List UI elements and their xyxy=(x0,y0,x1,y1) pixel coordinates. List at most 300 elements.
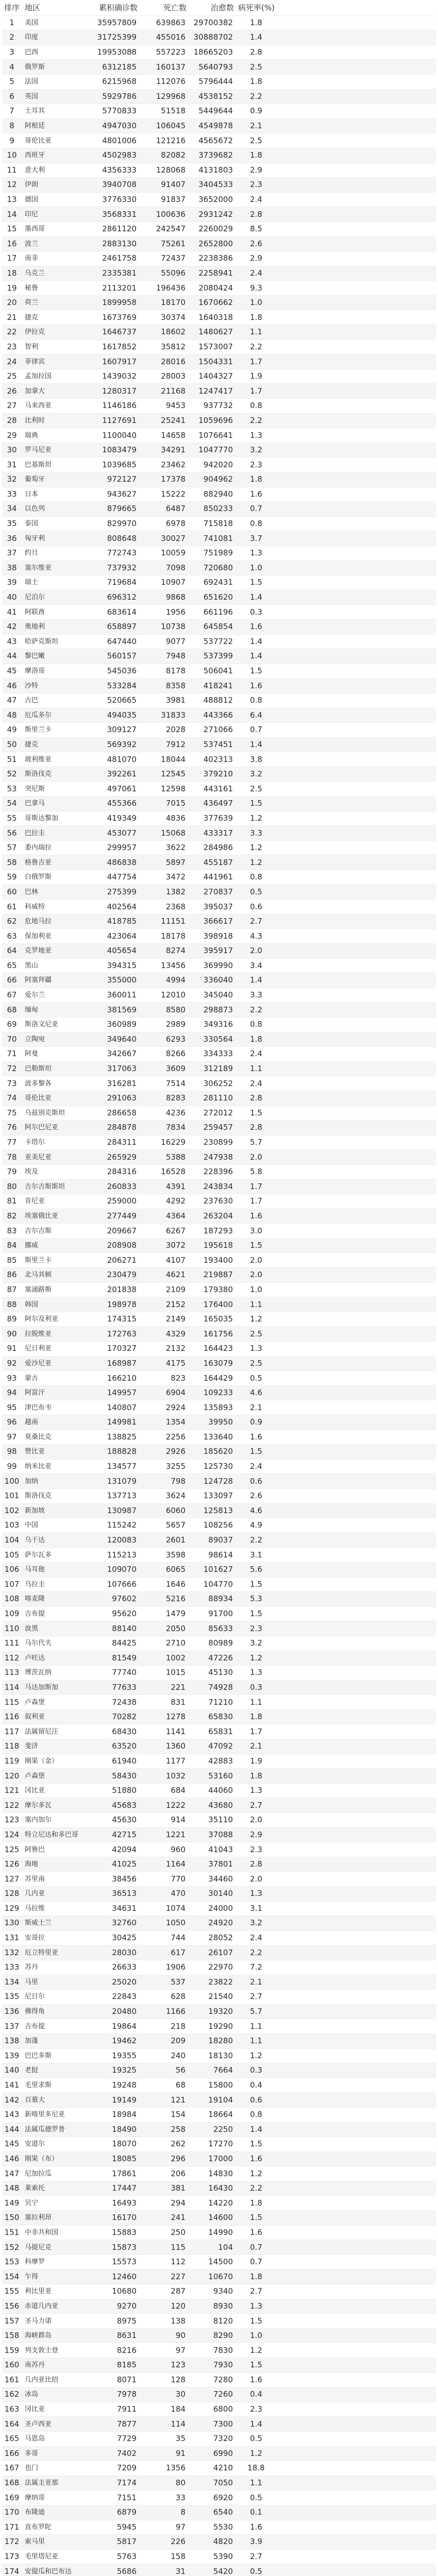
table-row xyxy=(2,2196,436,2211)
table-row xyxy=(2,1047,436,1062)
table-row xyxy=(2,840,436,855)
row-region: 哈萨克斯坦 xyxy=(23,634,91,649)
table-row xyxy=(2,1916,436,1931)
row-region: 西班牙 xyxy=(23,148,91,163)
row-rank: 133 xyxy=(2,1960,23,1975)
row-cases: 7911 xyxy=(91,2402,140,2417)
row-cases: 149981 xyxy=(91,1415,140,1430)
table-row xyxy=(2,2520,436,2535)
row-cases: 81549 xyxy=(91,1651,140,1666)
row-region: 巴拿马 xyxy=(23,796,91,811)
row-region: 毛里求斯 xyxy=(23,2078,91,2093)
table-row xyxy=(2,1209,436,1224)
row-fatality-rate: 1.1 xyxy=(236,325,276,340)
row-spacer xyxy=(276,2063,436,2078)
table-row xyxy=(2,502,436,517)
row-region: 美国 xyxy=(23,15,91,30)
row-deaths: 470 xyxy=(140,1887,189,1902)
row-rank: 171 xyxy=(2,2520,23,2535)
row-fatality-rate: 7.2 xyxy=(236,1960,276,1975)
row-region: 法属瓜德罗普 xyxy=(23,2122,91,2137)
row-fatality-rate: 2.7 xyxy=(236,2549,276,2564)
table-row xyxy=(2,1769,436,1784)
row-spacer xyxy=(276,1106,436,1121)
row-cases: 381569 xyxy=(91,1003,140,1018)
row-rank: 43 xyxy=(2,634,23,649)
row-rank: 34 xyxy=(2,502,23,517)
table-row xyxy=(2,1990,436,2005)
row-recovered: 133640 xyxy=(189,1430,236,1445)
row-rank: 139 xyxy=(2,2048,23,2063)
row-recovered: 39950 xyxy=(189,1415,236,1430)
row-fatality-rate: 1.3 xyxy=(236,1887,276,1902)
row-fatality-rate: 4.3 xyxy=(236,929,276,944)
row-fatality-rate: 0.7 xyxy=(236,723,276,738)
row-recovered: 270837 xyxy=(189,885,236,900)
row-region: 吉布提 xyxy=(23,1606,91,1621)
table-row xyxy=(2,1017,436,1032)
row-deaths: 557223 xyxy=(140,45,189,60)
row-rank: 66 xyxy=(2,973,23,988)
row-fatality-rate: 3.7 xyxy=(236,531,276,546)
row-deaths: 17378 xyxy=(140,472,189,487)
row-spacer xyxy=(276,2137,436,2152)
table-row xyxy=(2,679,436,693)
row-fatality-rate: 3.1 xyxy=(236,1901,276,1916)
row-cases: 647440 xyxy=(91,634,140,649)
row-fatality-rate: 0.3 xyxy=(236,605,276,620)
row-spacer xyxy=(276,2284,436,2299)
row-recovered: 47092 xyxy=(189,1739,236,1754)
row-deaths: 6267 xyxy=(140,1224,189,1239)
row-rank: 53 xyxy=(2,782,23,796)
row-cases: 209667 xyxy=(91,1224,140,1239)
row-recovered: 237630 xyxy=(189,1194,236,1209)
row-spacer xyxy=(276,2490,436,2505)
row-region: 约旦 xyxy=(23,546,91,561)
row-deaths: 68 xyxy=(140,2078,189,2093)
row-cases: 560157 xyxy=(91,649,140,664)
table-row xyxy=(2,2137,436,2152)
row-spacer xyxy=(276,2402,436,2417)
row-spacer xyxy=(276,1459,436,1474)
row-fatality-rate: 1.9 xyxy=(236,369,276,384)
row-region: 以色列 xyxy=(23,502,91,517)
row-deaths: 2028 xyxy=(140,723,189,738)
header-spacer xyxy=(276,1,436,15)
row-cases: 70282 xyxy=(91,1709,140,1724)
row-cases: 97602 xyxy=(91,1592,140,1607)
row-rank: 124 xyxy=(2,1827,23,1842)
row-deaths: 2256 xyxy=(140,1430,189,1445)
row-deaths: 294 xyxy=(140,2196,189,2211)
row-recovered: 1573007 xyxy=(189,340,236,354)
row-region: 匈牙利 xyxy=(23,531,91,546)
header-region: 地区 xyxy=(23,1,91,15)
row-fatality-rate: 2.0 xyxy=(236,1872,276,1887)
row-region: 葡萄牙 xyxy=(23,472,91,487)
row-cases: 170327 xyxy=(91,1342,140,1357)
row-deaths: 1906 xyxy=(140,1960,189,1975)
row-spacer xyxy=(276,944,436,959)
row-region: 黎巴嫩 xyxy=(23,649,91,664)
row-spacer xyxy=(276,796,436,811)
row-cases: 4502983 xyxy=(91,148,140,163)
row-recovered: 17000 xyxy=(189,2151,236,2166)
row-deaths: 13456 xyxy=(140,958,189,973)
row-recovered: 537451 xyxy=(189,737,236,752)
row-region: 马尔代夫 xyxy=(23,1636,91,1651)
row-fatality-rate: 2.3 xyxy=(236,1842,276,1857)
table-row xyxy=(2,1577,436,1592)
row-recovered: 377639 xyxy=(189,811,236,826)
row-fatality-rate: 0.8 xyxy=(236,1017,276,1032)
row-cases: 230479 xyxy=(91,1268,140,1283)
row-rank: 147 xyxy=(2,2166,23,2181)
row-recovered: 41043 xyxy=(189,1842,236,1857)
row-rank: 174 xyxy=(2,2564,23,2576)
row-recovered: 7260 xyxy=(189,2387,236,2402)
row-rank: 168 xyxy=(2,2476,23,2490)
row-region: 科摩罗 xyxy=(23,2255,91,2269)
row-region: 加纳 xyxy=(23,1474,91,1489)
row-deaths: 221 xyxy=(140,1680,189,1695)
row-cases: 2113201 xyxy=(91,281,140,296)
table-row xyxy=(2,561,436,575)
row-region: 越南 xyxy=(23,1415,91,1430)
row-rank: 140 xyxy=(2,2063,23,2078)
row-recovered: 1670662 xyxy=(189,295,236,310)
row-spacer xyxy=(276,649,436,664)
row-spacer xyxy=(276,1636,436,1651)
row-deaths: 30374 xyxy=(140,310,189,325)
row-rank: 67 xyxy=(2,988,23,1003)
row-recovered: 441961 xyxy=(189,870,236,885)
row-recovered: 65831 xyxy=(189,1724,236,1739)
row-region: 瑞典 xyxy=(23,428,91,443)
header-rank: 排序 xyxy=(2,1,23,15)
table-row xyxy=(2,2122,436,2137)
table-row xyxy=(2,1150,436,1165)
row-deaths: 206 xyxy=(140,2166,189,2181)
row-spacer xyxy=(276,1327,436,1342)
row-recovered: 284986 xyxy=(189,840,236,855)
row-deaths: 196436 xyxy=(140,281,189,296)
row-recovered: 187293 xyxy=(189,1224,236,1239)
row-fatality-rate: 0.5 xyxy=(236,2564,276,2576)
table-row xyxy=(2,192,436,207)
row-region: 吉尔吉斯斯坦 xyxy=(23,1179,91,1194)
row-deaths: 1015 xyxy=(140,1666,189,1681)
row-fatality-rate: 2.4 xyxy=(236,266,276,281)
table-row xyxy=(2,929,436,944)
row-fatality-rate: 1.2 xyxy=(236,1312,276,1327)
table-row xyxy=(2,178,436,193)
row-fatality-rate: 3.8 xyxy=(236,752,276,767)
row-spacer xyxy=(276,2314,436,2329)
row-recovered: 398918 xyxy=(189,929,236,944)
row-rank: 92 xyxy=(2,1356,23,1371)
table-row xyxy=(2,1135,436,1150)
row-spacer xyxy=(276,1194,436,1209)
row-region: 肯尼亚 xyxy=(23,1194,91,1209)
row-spacer xyxy=(276,1445,436,1460)
row-cases: 45630 xyxy=(91,1813,140,1828)
row-recovered: 18665203 xyxy=(189,45,236,60)
row-region: 捷克 xyxy=(23,737,91,752)
row-spacer xyxy=(276,900,436,914)
row-recovered: 715818 xyxy=(189,516,236,531)
row-cases: 1127691 xyxy=(91,413,140,428)
row-recovered: 433317 xyxy=(189,826,236,841)
table-row xyxy=(2,1238,436,1253)
row-recovered: 259457 xyxy=(189,1121,236,1136)
table-row xyxy=(2,1621,436,1636)
row-spacer xyxy=(276,1592,436,1607)
row-recovered: 1504331 xyxy=(189,354,236,369)
row-fatality-rate: 1.8 xyxy=(236,2196,276,2211)
row-cases: 1899958 xyxy=(91,295,140,310)
row-deaths: 10907 xyxy=(140,575,189,590)
row-cases: 134577 xyxy=(91,1459,140,1474)
row-fatality-rate: 2.2 xyxy=(236,413,276,428)
row-deaths: 258 xyxy=(140,2122,189,2137)
row-recovered: 42883 xyxy=(189,1754,236,1769)
row-cases: 486838 xyxy=(91,855,140,870)
row-cases: 22843 xyxy=(91,1990,140,2005)
row-recovered: 243834 xyxy=(189,1179,236,1194)
row-cases: 19864 xyxy=(91,2019,140,2034)
row-cases: 299957 xyxy=(91,840,140,855)
row-spacer xyxy=(276,399,436,414)
row-recovered: 19290 xyxy=(189,2019,236,2034)
row-rank: 41 xyxy=(2,605,23,620)
table-row xyxy=(2,619,436,634)
row-recovered: 942020 xyxy=(189,457,236,472)
row-rank: 61 xyxy=(2,900,23,914)
row-fatality-rate: 2.8 xyxy=(236,207,276,222)
row-spacer xyxy=(276,60,436,75)
row-recovered: 395037 xyxy=(189,900,236,914)
row-recovered: 2080424 xyxy=(189,281,236,296)
row-fatality-rate: 1.5 xyxy=(236,2211,276,2226)
row-deaths: 2710 xyxy=(140,1636,189,1651)
row-spacer xyxy=(276,325,436,340)
row-cases: 1607917 xyxy=(91,354,140,369)
row-fatality-rate: 1.5 xyxy=(236,1445,276,1460)
table-row xyxy=(2,1179,436,1194)
row-spacer xyxy=(276,590,436,605)
row-rank: 94 xyxy=(2,1385,23,1400)
row-recovered: 5449644 xyxy=(189,104,236,119)
row-region: 萨尔瓦多 xyxy=(23,1548,91,1563)
row-recovered: 17270 xyxy=(189,2137,236,2152)
row-cases: 1439032 xyxy=(91,369,140,384)
row-rank: 164 xyxy=(2,2417,23,2432)
row-recovered: 720680 xyxy=(189,561,236,575)
row-deaths: 6293 xyxy=(140,1032,189,1047)
row-fatality-rate: 0.9 xyxy=(236,1415,276,1430)
row-deaths: 128 xyxy=(140,2372,189,2387)
row-recovered: 2260029 xyxy=(189,222,236,236)
row-fatality-rate: 1.2 xyxy=(236,2343,276,2358)
row-fatality-rate: 0.3 xyxy=(236,1680,276,1695)
row-region: 卢森堡 xyxy=(23,1769,91,1784)
row-spacer xyxy=(276,1666,436,1681)
row-rank: 142 xyxy=(2,2093,23,2108)
row-fatality-rate: 2.7 xyxy=(236,914,276,929)
row-spacer xyxy=(276,443,436,457)
row-spacer xyxy=(276,2476,436,2490)
row-recovered: 125813 xyxy=(189,1503,236,1518)
row-deaths: 35 xyxy=(140,2431,189,2446)
row-rank: 10 xyxy=(2,148,23,163)
row-recovered: 651620 xyxy=(189,590,236,605)
row-rank: 134 xyxy=(2,1975,23,1990)
row-deaths: 831 xyxy=(140,1695,189,1710)
row-fatality-rate: 2.9 xyxy=(236,163,276,178)
row-recovered: 161756 xyxy=(189,1327,236,1342)
table-row xyxy=(2,708,436,723)
row-spacer xyxy=(276,1297,436,1312)
row-spacer xyxy=(276,1503,436,1518)
row-deaths: 2368 xyxy=(140,900,189,914)
table-row xyxy=(2,2328,436,2343)
row-deaths: 123 xyxy=(140,2358,189,2373)
row-region: 巴林 xyxy=(23,885,91,900)
row-cases: 7729 xyxy=(91,2431,140,2446)
row-region: 斯洛伐克 xyxy=(23,1488,91,1503)
row-rank: 3 xyxy=(2,45,23,60)
row-recovered: 366617 xyxy=(189,914,236,929)
row-rank: 23 xyxy=(2,340,23,354)
row-cases: 137713 xyxy=(91,1488,140,1503)
row-cases: 772743 xyxy=(91,546,140,561)
row-spacer xyxy=(276,1739,436,1754)
row-cases: 168987 xyxy=(91,1356,140,1371)
row-recovered: 10670 xyxy=(189,2269,236,2284)
row-cases: 1673769 xyxy=(91,310,140,325)
row-recovered: 882940 xyxy=(189,487,236,502)
table-row xyxy=(2,1224,436,1239)
row-rank: 1 xyxy=(2,15,23,30)
row-recovered: 230899 xyxy=(189,1135,236,1150)
row-cases: 683614 xyxy=(91,605,140,620)
row-region: 泰国 xyxy=(23,516,91,531)
row-deaths: 184 xyxy=(140,2402,189,2417)
row-spacer xyxy=(276,1385,436,1400)
row-cases: 15573 xyxy=(91,2255,140,2269)
row-rank: 137 xyxy=(2,2019,23,2034)
row-recovered: 19104 xyxy=(189,2093,236,2108)
row-rank: 29 xyxy=(2,428,23,443)
row-deaths: 91 xyxy=(140,2446,189,2461)
row-fatality-rate: 2.5 xyxy=(236,60,276,75)
row-fatality-rate: 2.2 xyxy=(236,89,276,104)
row-fatality-rate: 0.5 xyxy=(236,2490,276,2505)
row-region: 多哥 xyxy=(23,2446,91,2461)
row-recovered: 195618 xyxy=(189,1238,236,1253)
row-spacer xyxy=(276,1930,436,1945)
row-cases: 1646737 xyxy=(91,325,140,340)
row-cases: 349640 xyxy=(91,1032,140,1047)
row-cases: 3940708 xyxy=(91,178,140,193)
row-fatality-rate: 2.4 xyxy=(236,192,276,207)
row-recovered: 16430 xyxy=(189,2181,236,2196)
row-recovered: 18280 xyxy=(189,2033,236,2048)
row-deaths: 8266 xyxy=(140,1047,189,1062)
row-fatality-rate: 1.5 xyxy=(236,2137,276,2152)
table-row xyxy=(2,767,436,782)
row-region: 埃及 xyxy=(23,1164,91,1179)
row-fatality-rate: 2.0 xyxy=(236,944,276,959)
row-spacer xyxy=(276,2446,436,2461)
row-rank: 79 xyxy=(2,1164,23,1179)
row-cases: 3568331 xyxy=(91,207,140,222)
row-rank: 7 xyxy=(2,104,23,119)
row-rank: 103 xyxy=(2,1518,23,1533)
row-deaths: 1222 xyxy=(140,1798,189,1813)
row-cases: 569392 xyxy=(91,737,140,752)
row-fatality-rate: 2.1 xyxy=(236,118,276,133)
row-region: 尼泊尔 xyxy=(23,590,91,605)
row-spacer xyxy=(276,1224,436,1239)
row-cases: 72438 xyxy=(91,1695,140,1710)
row-region: 蒙古 xyxy=(23,1371,91,1386)
row-deaths: 80 xyxy=(140,2476,189,2490)
row-rank: 76 xyxy=(2,1121,23,1136)
row-region: 荷兰 xyxy=(23,295,91,310)
row-spacer xyxy=(276,1238,436,1253)
row-deaths: 91407 xyxy=(140,178,189,193)
row-recovered: 89037 xyxy=(189,1533,236,1548)
row-fatality-rate: 1.5 xyxy=(236,575,276,590)
row-region: 缅甸 xyxy=(23,1003,91,1018)
table-row xyxy=(2,325,436,340)
row-fatality-rate: 2.5 xyxy=(236,782,276,796)
row-recovered: 21540 xyxy=(189,1990,236,2005)
row-cases: 265929 xyxy=(91,1150,140,1165)
row-cases: 8071 xyxy=(91,2372,140,2387)
row-fatality-rate: 6.4 xyxy=(236,708,276,723)
row-region: 索马里 xyxy=(23,2535,91,2550)
table-row xyxy=(2,1164,436,1179)
table-row xyxy=(2,590,436,605)
table-row xyxy=(2,2387,436,2402)
table-row xyxy=(2,1783,436,1798)
row-spacer xyxy=(276,310,436,325)
row-cases: 15873 xyxy=(91,2240,140,2255)
row-spacer xyxy=(276,2372,436,2387)
row-deaths: 1002 xyxy=(140,1651,189,1666)
row-fatality-rate: 1.5 xyxy=(236,2358,276,2373)
table-row xyxy=(2,1121,436,1136)
table-row xyxy=(2,1651,436,1666)
row-recovered: 379210 xyxy=(189,767,236,782)
row-recovered: 4538152 xyxy=(189,89,236,104)
table-row xyxy=(2,1960,436,1975)
table-body xyxy=(2,15,436,2576)
row-deaths: 4621 xyxy=(140,1268,189,1283)
row-fatality-rate: 2.2 xyxy=(236,1003,276,1018)
row-cases: 260833 xyxy=(91,1179,140,1194)
row-cases: 63520 xyxy=(91,1739,140,1754)
row-deaths: 3624 xyxy=(140,1488,189,1503)
row-spacer xyxy=(276,295,436,310)
row-fatality-rate: 0.4 xyxy=(236,2387,276,2402)
row-region: 安提瓜和巴布达 xyxy=(23,2564,91,2576)
row-spacer xyxy=(276,1548,436,1563)
